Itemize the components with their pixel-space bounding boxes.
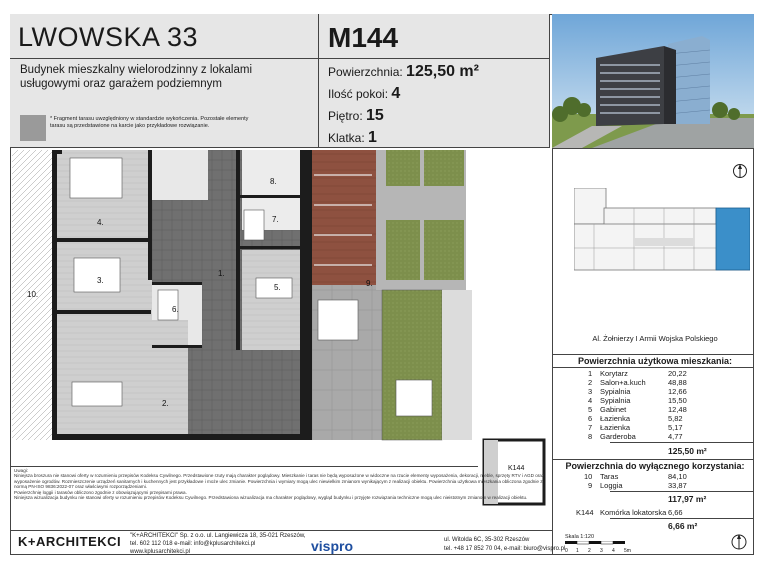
storage-total: 6,66 m² bbox=[668, 521, 698, 531]
header-divider bbox=[318, 14, 319, 148]
disclaimer bbox=[14, 468, 554, 500]
storage-total-rule bbox=[610, 518, 754, 519]
footer-rule bbox=[10, 466, 478, 467]
developer-contact: tel. +48 17 852 70 04, e-mail: biuro@vispro.pl bbox=[444, 546, 566, 552]
photo-rule bbox=[552, 148, 754, 149]
developer-logo: vispro bbox=[311, 538, 354, 554]
room-label-6: 6. bbox=[172, 305, 179, 314]
floor-plan bbox=[12, 150, 550, 468]
room-label-9: 9. bbox=[366, 279, 373, 288]
scale-tick: 2 bbox=[588, 548, 591, 554]
exclusive-area-total: 117,97 m² bbox=[668, 494, 707, 504]
property-stairwell: Klatka: 1 bbox=[328, 129, 377, 146]
street-name: Al. Żołnierzy I Armii Wojska Polskiego bbox=[592, 334, 718, 343]
north-arrow-small-icon bbox=[730, 533, 748, 551]
disclaimer-line: Powierzchnię loggii i tarasów obliczono zgodnie z obowiązującymi przepisami prawa. bbox=[14, 489, 187, 495]
key-plan bbox=[574, 188, 750, 288]
room-label-7: 7. bbox=[272, 215, 279, 224]
building-description: Budynek mieszkalny wielorodzinny z lokalami usługowymi oraz garażem podziemnym bbox=[20, 64, 253, 90]
room-label-3: 3. bbox=[97, 276, 104, 285]
usable-area-title: Powierzchnia użytkowa mieszkania: bbox=[577, 356, 733, 366]
disclaimer-line: Uwagi: bbox=[14, 468, 29, 473]
architect-website[interactable]: www.kplusarchitekci.pl bbox=[130, 549, 191, 555]
exclusive-area-title: Powierzchnia do wyłącznego korzystania: bbox=[565, 461, 745, 471]
property-area: Powierzchnia: 125,50 m² bbox=[328, 63, 479, 80]
scale-bar bbox=[565, 541, 645, 555]
highlighted-unit bbox=[716, 208, 750, 270]
terrace-standard-swatch bbox=[20, 115, 46, 141]
disclaimer-line: Niniejsza broszura nie stanowi oferty w rozumieniu przepisów Kodeksu Cywilnego. Przedstawione rzuty mają charakter poglądowy. Mieszkanie i taras nie będą wyposażone w widoczne na rzucie elementy wyposażenia, dekoracji, meble, sprzęty RTV i AGD oraz wyposażenie ogrodów. Rozmieszczenie urządzeń sanitarnych i kuchennych jest przykładowe i może ulec zmianie. Powierzchnia i wymiary mogą ulec niewielkim zmianom wynikającym z realizacji obiektu. Powierzchnia użytkowa mieszkania obliczona zgodnie z normą PN-ISO 9836:2022-07 oraz właściwymi rozporządzeniami. bbox=[14, 473, 545, 490]
developer-address: ul. Witolda 6C, 35-302 Rzeszów bbox=[444, 537, 530, 543]
usable-area-subrule bbox=[552, 367, 754, 368]
header-rule bbox=[10, 58, 550, 59]
architect-address: "K+ARCHITEKCI" Sp. z o.o. ul. Langiewicza 18, 35-021 Rzeszów, bbox=[130, 533, 306, 539]
architect-contact: tel. 602 112 018 e-mail: info@kplusarchitekci.pl bbox=[130, 541, 256, 547]
room-label-1: 1. bbox=[218, 269, 225, 278]
area-row-3: 3 Sypialnia 12,66 bbox=[588, 387, 687, 396]
usable-total-rule bbox=[610, 442, 754, 443]
terrace-legend-note: * Fragment tarasu uwzględniony w standardzie wykończenia. Pozostałe elementy tarasu są przedstawione na karcie jako przykładowe rozwiązanie. bbox=[50, 116, 249, 129]
scale-tick: 3 bbox=[600, 548, 603, 554]
exclusive-area-rule bbox=[552, 459, 754, 460]
area-row-7: 7 Łazienka 5,17 bbox=[588, 423, 683, 432]
area-row-2: 2 Salon+a.kuch 48,88 bbox=[588, 378, 687, 387]
scale-tick: 0 bbox=[565, 548, 568, 554]
exclusive-row-2: 9 Loggia 33,87 bbox=[588, 481, 687, 490]
room-label-10: 10. bbox=[27, 290, 39, 299]
usable-area-rule bbox=[552, 354, 754, 355]
property-rooms: Ilość pokoi: 4 bbox=[328, 85, 401, 102]
area-row-8: 8 Garderoba 4,77 bbox=[588, 432, 683, 441]
building-visualization bbox=[552, 14, 754, 148]
room-label-2: 2. bbox=[162, 399, 169, 408]
area-row-4: 4 Sypialnia 15,50 bbox=[588, 396, 687, 405]
building-name: LWOWSKA 33 bbox=[18, 22, 199, 52]
area-row-5: 5 Gabinet 12,48 bbox=[588, 405, 687, 414]
scale-label: Skala 1:120 bbox=[565, 534, 595, 540]
storage-row: K144 Komórka lokatorska 6,66 bbox=[576, 508, 683, 517]
exclusive-total-rule bbox=[610, 491, 754, 492]
room-label-8: 8. bbox=[270, 177, 277, 186]
property-floor: Piętro: 15 bbox=[328, 107, 384, 124]
north-arrow-icon bbox=[732, 163, 748, 179]
area-row-6: 6 Łazienka 5,82 bbox=[588, 414, 683, 423]
architect-logo: K+ARCHITEKCI bbox=[18, 534, 122, 549]
footer-bottom-rule bbox=[10, 530, 552, 531]
unit-code: M144 bbox=[328, 22, 399, 53]
usable-area-total: 125,50 m² bbox=[668, 446, 707, 456]
room-label-4: 4. bbox=[97, 218, 104, 227]
area-row-1: 1 Korytarz 20,22 bbox=[588, 369, 687, 378]
scale-tick: 4 bbox=[612, 548, 615, 554]
scale-tick: 5m bbox=[624, 548, 631, 554]
room-label-5: 5. bbox=[274, 283, 281, 292]
storage-label: K144 bbox=[508, 465, 525, 472]
exclusive-row-1: 10 Taras 84,10 bbox=[584, 472, 687, 481]
scale-tick: 1 bbox=[576, 548, 579, 554]
disclaimer-line: Niniejsza wizualizacja budynku nie stanowi oferty w rozumieniu przepisów Kodeksu Cywilnego. Przedstawiona wizualizacja ma charakter poglądowy, wygląd budynku i przyjęte rozwiązania techniczne mogą ulec nieistotnym zmianom w realizacji obiektu. bbox=[14, 495, 528, 501]
